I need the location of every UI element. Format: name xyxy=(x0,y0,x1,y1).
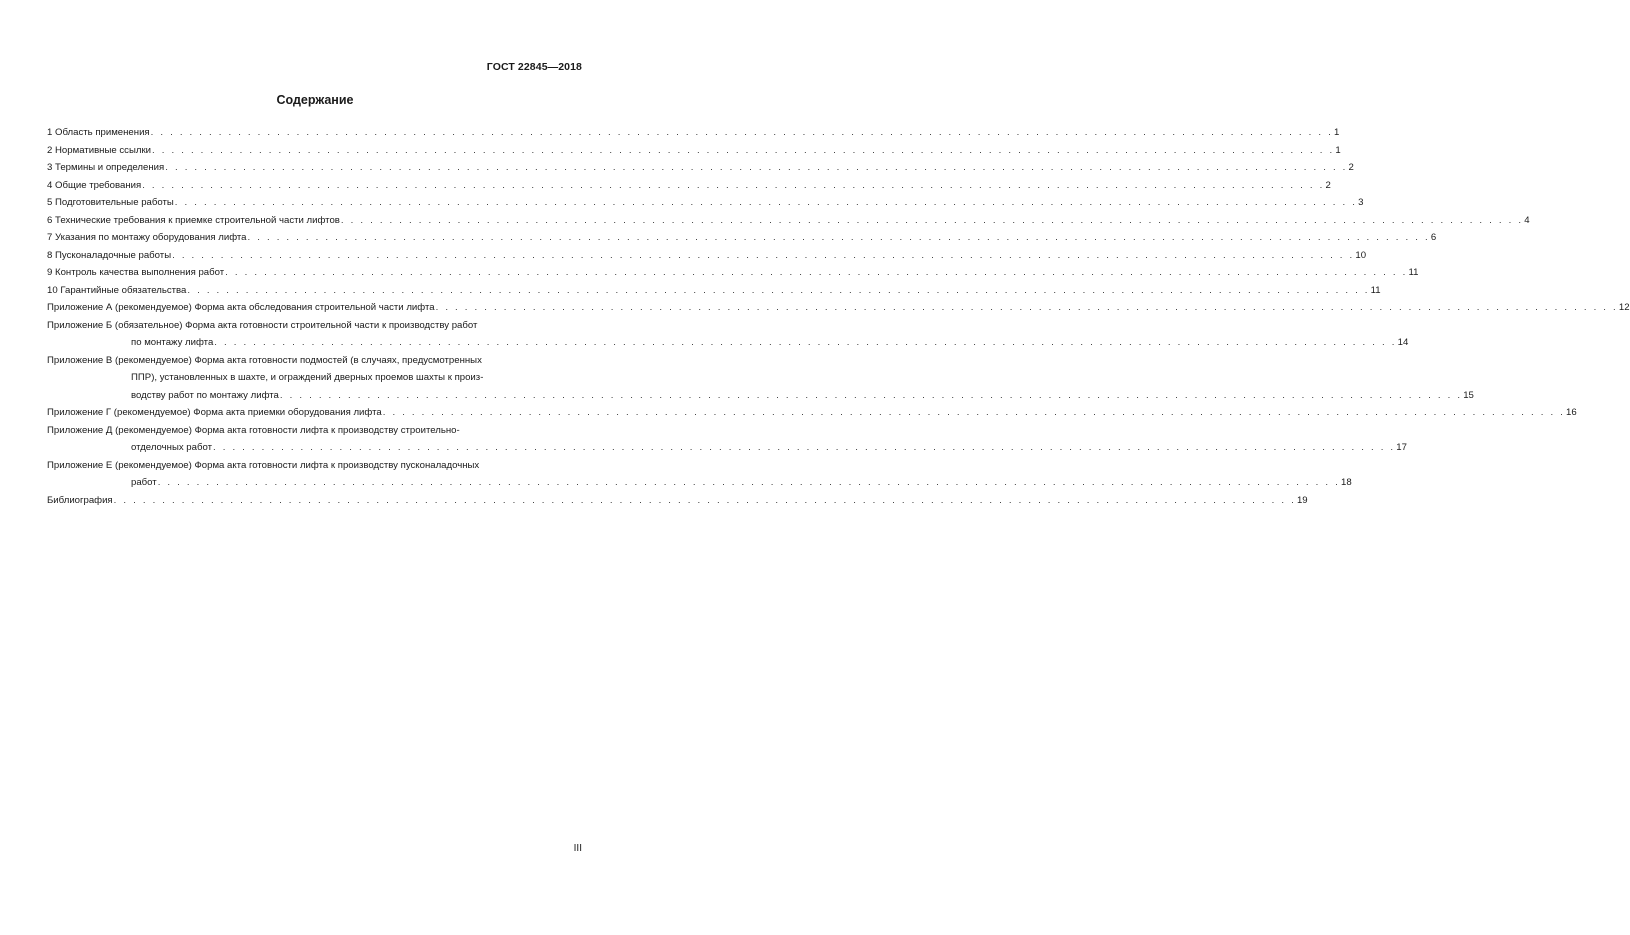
toc-entry-title: 3 Термины и определения xyxy=(47,162,165,173)
toc-entry-title: водству работ по монтажу лифта xyxy=(131,389,279,401)
dot-leader: . . . . . . . . . . . . . . . . . . . . . . . . . . . . . . . . . . . . . . . . . . . . . . . . . . . . . . . . . . . . . . . . . . . . . . . . . . . . . . . . . . . . . . . . . . . . . . . . . . . . . . . . . . . . . . . . . . . . . . . . . . xyxy=(172,249,1355,261)
dot-leader: . . . . . . . . . . . . . . . . . . . . . . . . . . . . . . . . . . . . . . . . . . . . . . . . . . . . . . . . . . . . . . . . . . . . . . . . . . . . . . . . . . . . . . . . . . . . . . . . . . . . . . . . . . . . . . . . . . . . . . . . . . xyxy=(214,337,1397,348)
toc-entry[interactable] xyxy=(47,159,1354,177)
dot-leader: . . . . . . . . . . . . . . . . . . . . . . . . . . . . . . . . . . . . . . . . . . . . . . . . . . . . . . . . . . . . . . . . . . . . . . . . . . . . . . . . . . . . . . . . . . . . . . . . . . . . . . . . . . . . . . . . . . . . . . . . . . xyxy=(340,214,1524,226)
toc-entry[interactable] xyxy=(47,177,1331,195)
toc-entry-page: 18 xyxy=(1341,477,1352,488)
toc-entry-title: 2 Нормативные ссылки xyxy=(47,144,152,156)
toc-entry[interactable] xyxy=(47,422,1407,457)
dot-leader: . . . . . . . . . . . . . . . . . . . . . . . . . . . . . . . . . . . . . . . . . . . . . . . . . . . . . . . . . . . . . . . . . . . . . . . . . . . . . . . . . . . . . . . . . . . . . . . . . . . . . . . . . . . . . . . . . . . . . . . . . . xyxy=(435,302,1618,313)
toc-entry[interactable] xyxy=(47,229,1437,247)
dot-leader: . . . . . . . . . . . . . . . . . . . . . . . . . . . . . . . . . . . . . . . . . . . . . . . . . . . . . . . . . . . . . . . . . . . . . . . . . . . . . . . . . . . . . . . . . . . . . . . . . . . . . . . . . . . . . . . . . . . . . . . . . . xyxy=(152,144,1335,156)
toc-entry-title: 9 Контроль качества выполнения работ xyxy=(47,267,225,278)
toc-entry-title: работ xyxy=(131,477,157,488)
toc-entry[interactable] xyxy=(47,404,1577,422)
document-code: ГОСТ 22845—2018 xyxy=(486,61,582,73)
toc-entry-page: 4 xyxy=(1524,214,1530,226)
dot-leader: . . . . . . . . . . . . . . . . . . . . . . . . . . . . . . . . . . . . . . . . . . . . . . . . . . . . . . . . . . . . . . . . . . . . . . . . . . . . . . . . . . . . . . . . . . . . . . . . . . . . . . . . . . . . . . . . . . . . . . . . . . xyxy=(187,284,1370,296)
dot-leader: . . . . . . . . . . . . . . . . . . . . . . . . . . . . . . . . . . . . . . . . . . . . . . . . . . . . . . . . . . . . . . . . . . . . . . . . . . . . . . . . . . . . . . . . . . . . . . . . . . . . . . . . . . . . . . . . . . . . . . . . . . xyxy=(247,232,1430,243)
toc-entry-page: 12 xyxy=(1618,302,1630,313)
toc-entry-title: Приложение Е (рекомендуемое) Форма акта готовности лифта к производству пусконаладочных xyxy=(47,459,480,471)
toc-entry-page: 1 xyxy=(1333,127,1340,138)
toc-entry[interactable] xyxy=(47,142,1341,160)
toc-entry-title: Приложение Б (обязательное) Форма акта готовности строительной части к производству работ xyxy=(47,319,478,331)
toc-entry-page: 11 xyxy=(1408,267,1419,278)
toc-entry[interactable] xyxy=(47,264,1419,282)
toc-entry-page: 16 xyxy=(1566,407,1577,418)
toc-title: Содержание xyxy=(276,93,354,107)
toc-entry[interactable] xyxy=(47,282,1381,300)
toc-entry[interactable] xyxy=(47,352,1474,405)
toc-entry-page: 2 xyxy=(1325,179,1331,191)
toc-entry-title: 1 Область применения xyxy=(47,127,150,138)
dot-leader: . . . . . . . . . . . . . . . . . . . . . . . . . . . . . . . . . . . . . . . . . . . . . . . . . . . . . . . . . . . . . . . . . . . . . . . . . . . . . . . . . . . . . . . . . . . . . . . . . . . . . . . . . . . . . . . . . . . . . . . . . . xyxy=(382,407,1566,418)
toc-entry-title: Библиография xyxy=(47,494,113,506)
dot-leader: . . . . . . . . . . . . . . . . . . . . . . . . . . . . . . . . . . . . . . . . . . . . . . . . . . . . . . . . . . . . . . . . . . . . . . . . . . . . . . . . . . . . . . . . . . . . . . . . . . . . . . . . . . . . . . . . . . . . . . . . . . xyxy=(150,127,1333,138)
toc-entry[interactable] xyxy=(47,317,1409,352)
toc-entry-title: Приложение Г (рекомендуемое) Форма акта приемки оборудования лифта xyxy=(47,407,382,418)
toc-entry-title: 10 Гарантийные обязательства xyxy=(47,284,187,296)
toc-entry-title: 4 Общие требования xyxy=(47,179,142,191)
dot-leader: . . . . . . . . . . . . . . . . . . . . . . . . . . . . . . . . . . . . . . . . . . . . . . . . . . . . . . . . . . . . . . . . . . . . . . . . . . . . . . . . . . . . . . . . . . . . . . . . . . . . . . . . . . . . . . . . . . . . . . . . . . xyxy=(174,197,1358,208)
toc-entry[interactable] xyxy=(47,247,1367,265)
table-of-contents xyxy=(47,124,1630,509)
toc-entry-title: отделочных работ xyxy=(131,442,212,453)
toc-entry[interactable] xyxy=(47,194,1364,212)
dot-leader: . . . . . . . . . . . . . . . . . . . . . . . . . . . . . . . . . . . . . . . . . . . . . . . . . . . . . . . . . . . . . . . . . . . . . . . . . . . . . . . . . . . . . . . . . . . . . . . . . . . . . . . . . . . . . . . . . . . . . . . . . . xyxy=(225,267,1408,278)
page-number: III xyxy=(573,843,582,854)
toc-entry-page: 6 xyxy=(1430,232,1437,243)
toc-entry-page: 3 xyxy=(1358,197,1364,208)
toc-entry-page: 19 xyxy=(1296,494,1308,506)
toc-entry[interactable] xyxy=(47,124,1340,142)
dot-leader: . . . . . . . . . . . . . . . . . . . . . . . . . . . . . . . . . . . . . . . . . . . . . . . . . . . . . . . . . . . . . . . . . . . . . . . . . . . . . . . . . . . . . . . . . . . . . . . . . . . . . . . . . . . . . . . . . . . . . . . . . . xyxy=(142,179,1325,191)
toc-entry[interactable] xyxy=(47,299,1630,317)
toc-entry[interactable] xyxy=(47,492,1308,510)
toc-entry-title: Приложение Д (рекомендуемое) Форма акта готовности лифта к производству строительно- xyxy=(47,424,460,436)
toc-entry-page: 1 xyxy=(1335,144,1341,156)
dot-leader: . . . . . . . . . . . . . . . . . . . . . . . . . . . . . . . . . . . . . . . . . . . . . . . . . . . . . . . . . . . . . . . . . . . . . . . . . . . . . . . . . . . . . . . . . . . . . . . . . . . . . . . . . . . . . . . . . . . . . . . . . . xyxy=(113,494,1296,506)
toc-entry-title: Приложение В (рекомендуемое) Форма акта готовности подмостей (в случаях, предусмотренных xyxy=(47,354,482,366)
dot-leader: . . . . . . . . . . . . . . . . . . . . . . . . . . . . . . . . . . . . . . . . . . . . . . . . . . . . . . . . . . . . . . . . . . . . . . . . . . . . . . . . . . . . . . . . . . . . . . . . . . . . . . . . . . . . . . . . . . . . . . . . . . xyxy=(165,162,1348,173)
toc-entry-page: 17 xyxy=(1396,442,1407,453)
toc-entry-title: по монтажу лифта xyxy=(131,337,214,348)
toc-entry-title: 7 Указания по монтажу оборудования лифта xyxy=(47,232,247,243)
toc-entry-title: 8 Пусконаладочные работы xyxy=(47,249,172,261)
toc-entry-page: 15 xyxy=(1463,389,1474,401)
toc-entry[interactable] xyxy=(47,212,1530,230)
toc-entry-title: 6 Технические требования к приемке строительной части лифтов xyxy=(47,214,340,226)
dot-leader: . . . . . . . . . . . . . . . . . . . . . . . . . . . . . . . . . . . . . . . . . . . . . . . . . . . . . . . . . . . . . . . . . . . . . . . . . . . . . . . . . . . . . . . . . . . . . . . . . . . . . . . . . . . . . . . . . . . . . . . . . . xyxy=(157,477,1340,488)
toc-entry-title: Приложение А (рекомендуемое) Форма акта обследования строительной части лифта xyxy=(47,302,435,313)
toc-entry-page: 11 xyxy=(1370,284,1381,296)
toc-entry-page: 2 xyxy=(1348,162,1354,173)
dot-leader: . . . . . . . . . . . . . . . . . . . . . . . . . . . . . . . . . . . . . . . . . . . . . . . . . . . . . . . . . . . . . . . . . . . . . . . . . . . . . . . . . . . . . . . . . . . . . . . . . . . . . . . . . . . . . . . . . . . . . . . . . . xyxy=(279,389,1463,401)
toc-entry[interactable] xyxy=(47,457,1352,492)
dot-leader: . . . . . . . . . . . . . . . . . . . . . . . . . . . . . . . . . . . . . . . . . . . . . . . . . . . . . . . . . . . . . . . . . . . . . . . . . . . . . . . . . . . . . . . . . . . . . . . . . . . . . . . . . . . . . . . . . . . . . . . . . . xyxy=(212,442,1396,453)
toc-entry-title: 5 Подготовительные работы xyxy=(47,197,174,208)
toc-entry-page: 10 xyxy=(1355,249,1367,261)
toc-entry-title: ППР), установленных в шахте, и ограждений дверных проемов шахты к произ- xyxy=(131,372,484,383)
toc-entry-page: 14 xyxy=(1397,337,1409,348)
